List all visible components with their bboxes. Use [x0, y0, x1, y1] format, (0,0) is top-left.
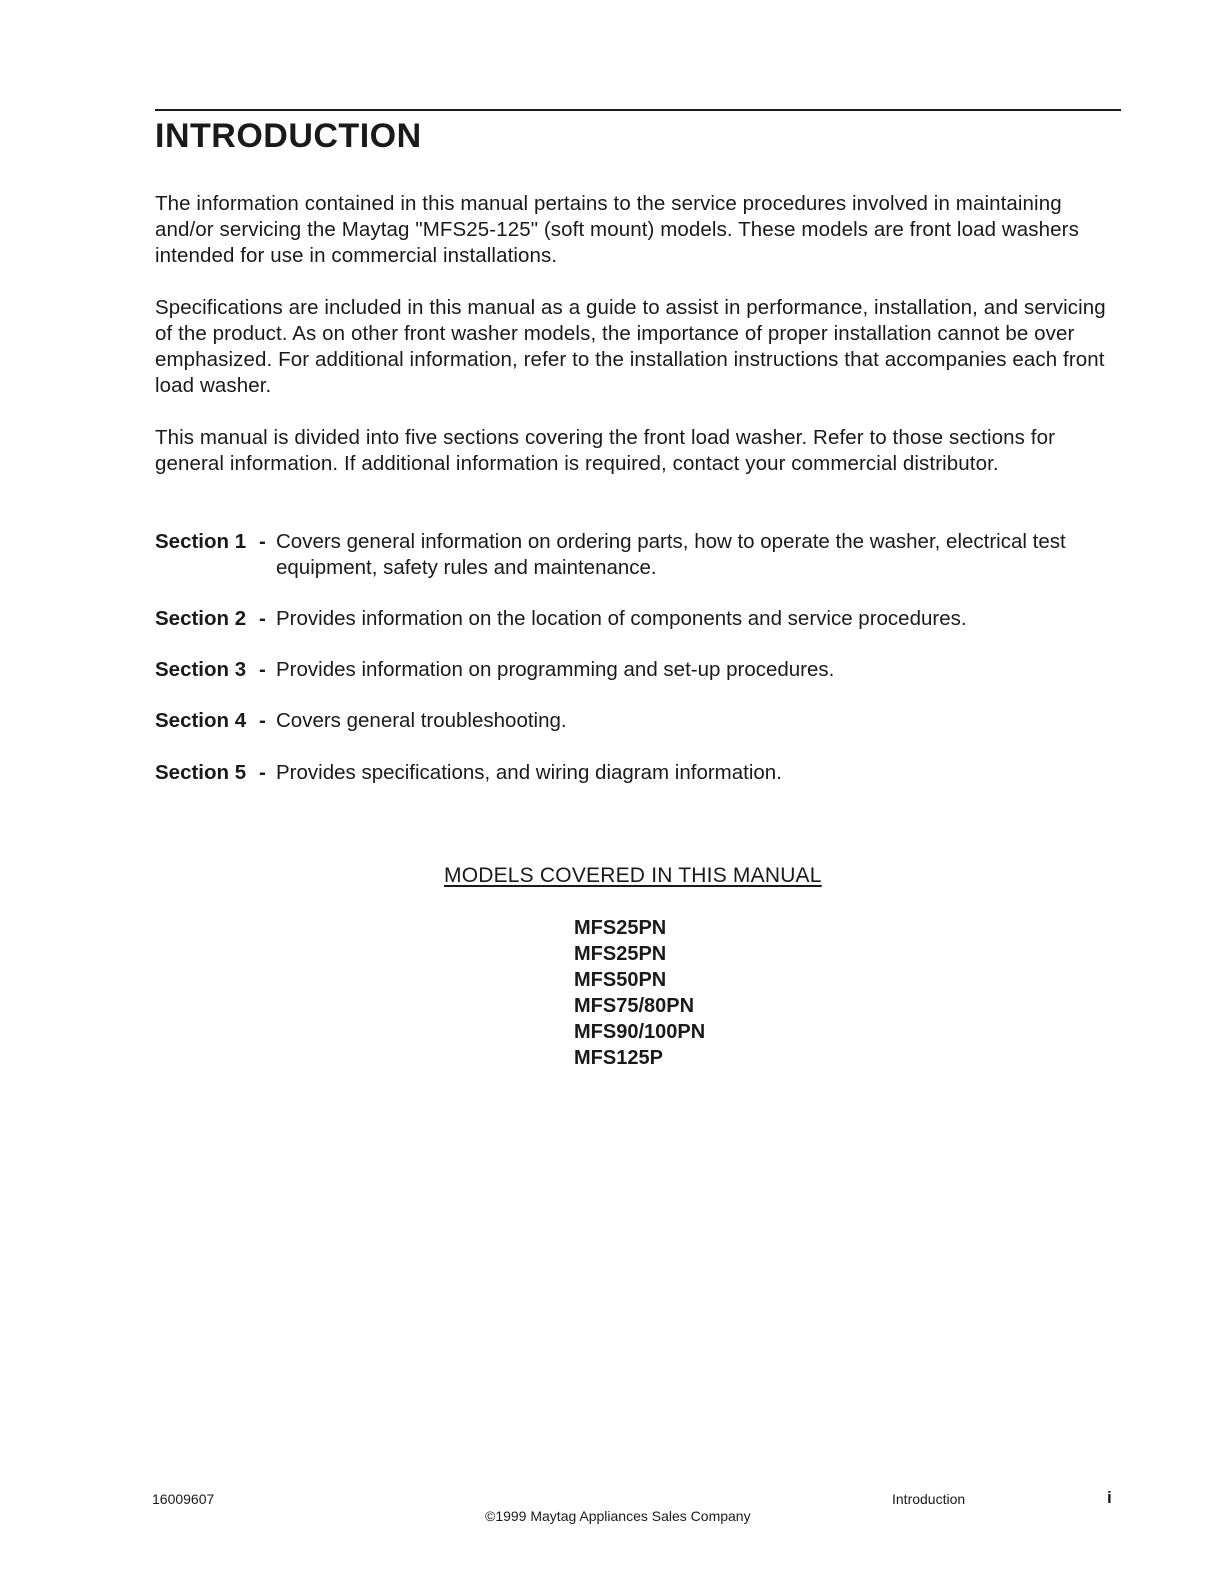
copyright-notice: ©1999 Maytag Appliances Sales Company: [485, 1508, 751, 1524]
section-label: Section 1: [155, 530, 247, 553]
model-item: MFS75/80PN: [574, 995, 695, 1017]
section-label: Section 3: [155, 658, 247, 681]
section-description: Provides information on the location of components and service procedures.: [276, 607, 967, 630]
section-description: Provides specifications, and wiring diagram information.: [276, 761, 782, 784]
intro-paragraph-1: The information contained in this manual pertains to the service procedures involved in maintaining and/or servicing the Maytag "MFS25-125" (soft mount) models. These models are front load washers intended for use in commercial installations.: [155, 192, 1079, 267]
document-number: 16009607: [152, 1491, 215, 1507]
footer-section-name: Introduction: [892, 1491, 966, 1507]
section-label: Section 2: [155, 607, 247, 630]
models-heading: MODELS COVERED IN THIS MANUAL: [444, 864, 822, 887]
page-number: i: [1107, 1488, 1112, 1507]
section-description: Covers general information on ordering parts, how to operate the washer, electrical test equipment, safety rules and maintenance.: [276, 530, 1066, 579]
model-item: MFS125P: [574, 1047, 663, 1069]
page-title: INTRODUCTION: [155, 117, 422, 155]
section-description: Covers general troubleshooting.: [276, 709, 567, 732]
title-rule: [155, 109, 1121, 111]
model-item: MFS25PN: [574, 943, 667, 965]
intro-paragraph-3: This manual is divided into five sections covering the front load washer. Refer to those sections for general information. If additional information is required, contact your commercial distributor.: [155, 426, 1056, 475]
model-item: MFS90/100PN: [574, 1021, 706, 1043]
section-separator: -: [259, 761, 266, 784]
section-separator: -: [259, 709, 266, 732]
section-label: Section 5: [155, 761, 247, 784]
models-list: [574, 915, 705, 1071]
section-label: Section 4: [155, 709, 247, 732]
model-item: MFS50PN: [574, 969, 667, 991]
section-separator: -: [259, 658, 266, 681]
model-item: MFS25PN: [574, 917, 667, 939]
section-separator: -: [259, 530, 266, 553]
intro-paragraph-2: Specifications are included in this manual as a guide to assist in performance, installation, and servicing of the product. As on other front washer models, the importance of proper installation cannot be over emphasized. For additional information, refer to the installation instructions that accompanies each front load washer.: [155, 296, 1106, 397]
section-separator: -: [259, 607, 266, 630]
section-description: Provides information on programming and set-up procedures.: [276, 658, 835, 681]
